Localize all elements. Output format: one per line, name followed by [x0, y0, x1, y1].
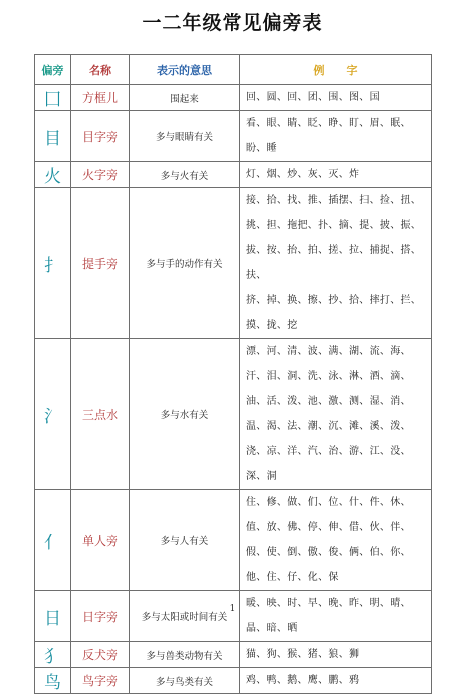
radical-name-cell: 反犬旁 — [71, 642, 130, 668]
radical-name-cell: 单人旁 — [71, 490, 130, 591]
example-line: 漂、河、清、波、满、湖、流、海、 — [246, 346, 411, 357]
meaning-cell: 多与手的动作有关 — [130, 188, 240, 339]
table-row — [35, 111, 432, 162]
radical-table — [34, 54, 432, 694]
meaning-cell: 多与水有关 — [130, 339, 240, 490]
page-number: 1 — [229, 604, 236, 614]
example-line: 灯、烟、炒、灰、灭、炸 — [246, 169, 360, 180]
table-row — [35, 642, 432, 668]
radical-cell: 火 — [35, 162, 71, 188]
meaning-cell: 多与火有关 — [130, 162, 240, 188]
radical-name-cell: 鸟字旁 — [71, 668, 130, 694]
example-cell — [240, 591, 432, 642]
radical-name-cell: 火字旁 — [71, 162, 130, 188]
example-line: 汗、泪、洞、洗、泳、淋、酒、滴、 — [246, 371, 411, 382]
table-row — [35, 591, 432, 642]
radical-cell: 扌 — [35, 188, 71, 339]
example-line: 温、渴、法、潮、沉、滩、溪、泼、 — [246, 421, 411, 432]
radical-cell: 目 — [35, 111, 71, 162]
example-cell — [240, 339, 432, 490]
table-row — [35, 668, 432, 694]
example-line: 油、活、泼、池、激、测、湿、消、 — [246, 396, 411, 407]
header-radical: 偏旁 — [35, 55, 71, 85]
example-line: 浇、凉、洋、汽、治、游、江、没、 — [246, 446, 411, 457]
table-header-row — [35, 55, 432, 85]
radical-cell: 日 — [35, 591, 71, 642]
meaning-cell: 多与人有关 — [130, 490, 240, 591]
example-line: 暖、映、时、早、晚、昨、明、晴、 — [246, 598, 411, 609]
example-line: 摸、拢、挖 — [246, 320, 298, 331]
header-example: 例 字 — [240, 55, 432, 85]
radical-name-cell: 日字旁 — [71, 591, 130, 642]
example-line: 回、圆、回、团、围、图、国 — [246, 92, 380, 103]
example-line: 接、拾、找、推、插摆、扫、捡、扭、 — [246, 195, 422, 206]
meaning-cell: 围起来 — [130, 85, 240, 111]
example-line: 看、眼、睛、眨、睁、盯、眉、眠、 — [246, 118, 411, 129]
example-line: 值、放、佛、停、伸、借、伙、伴、 — [246, 522, 411, 533]
example-line: 他、住、仔、化、保 — [246, 572, 339, 583]
radical-name-cell: 方框儿 — [71, 85, 130, 111]
example-line: 住、修、做、们、位、什、件、休、 — [246, 497, 411, 508]
example-cell — [240, 85, 432, 111]
example-cell — [240, 111, 432, 162]
table-row — [35, 490, 432, 591]
example-line: 挑、担、拖把、扑、摘、提、披、振、 — [246, 220, 422, 231]
example-cell — [240, 668, 432, 694]
radical-cell: 犭 — [35, 642, 71, 668]
radical-name-cell: 提手旁 — [71, 188, 130, 339]
example-line: 挤、掉、换、擦、抄、拾、摔打、拦、 — [246, 295, 422, 306]
header-name: 名称 — [71, 55, 130, 85]
meaning-cell: 多与兽类动物有关 — [130, 642, 240, 668]
meaning-cell: 多与眼睛有关 — [130, 111, 240, 162]
radical-name-cell: 三点水 — [71, 339, 130, 490]
radical-cell: 亻 — [35, 490, 71, 591]
example-line: 拔、按、抬、拍、搓、拉、捕捉、搭、扶、 — [246, 245, 422, 281]
page-title: 一二年级常见偏旁表 — [142, 12, 323, 34]
table-row — [35, 162, 432, 188]
meaning-cell: 多与鸟类有关 — [130, 668, 240, 694]
table-body — [35, 85, 432, 694]
meaning-cell: 多与太阳或时间有关 — [130, 591, 240, 642]
example-cell — [240, 162, 432, 188]
example-line: 猫、狗、猴、猪、狼、狮 — [246, 649, 360, 660]
example-line: 鸡、鸭、鹅、鹰、鹏、鸦 — [246, 675, 360, 686]
header-meaning: 表示的意思 — [130, 55, 240, 85]
radical-name-cell: 目字旁 — [71, 111, 130, 162]
table-row — [35, 339, 432, 490]
radical-cell: 鸟 — [35, 668, 71, 694]
example-cell — [240, 642, 432, 668]
example-cell — [240, 490, 432, 591]
radical-cell: 囗 — [35, 85, 71, 111]
example-line: 盼、睡 — [246, 143, 277, 154]
example-line: 深、洞 — [246, 471, 277, 482]
table-row — [35, 188, 432, 339]
example-cell — [240, 188, 432, 339]
radical-cell: 氵 — [35, 339, 71, 490]
table-row — [35, 85, 432, 111]
example-line: 晶、暗、晒 — [246, 623, 298, 634]
example-line: 假、使、倒、傲、俊、俩、伯、你、 — [246, 547, 411, 558]
